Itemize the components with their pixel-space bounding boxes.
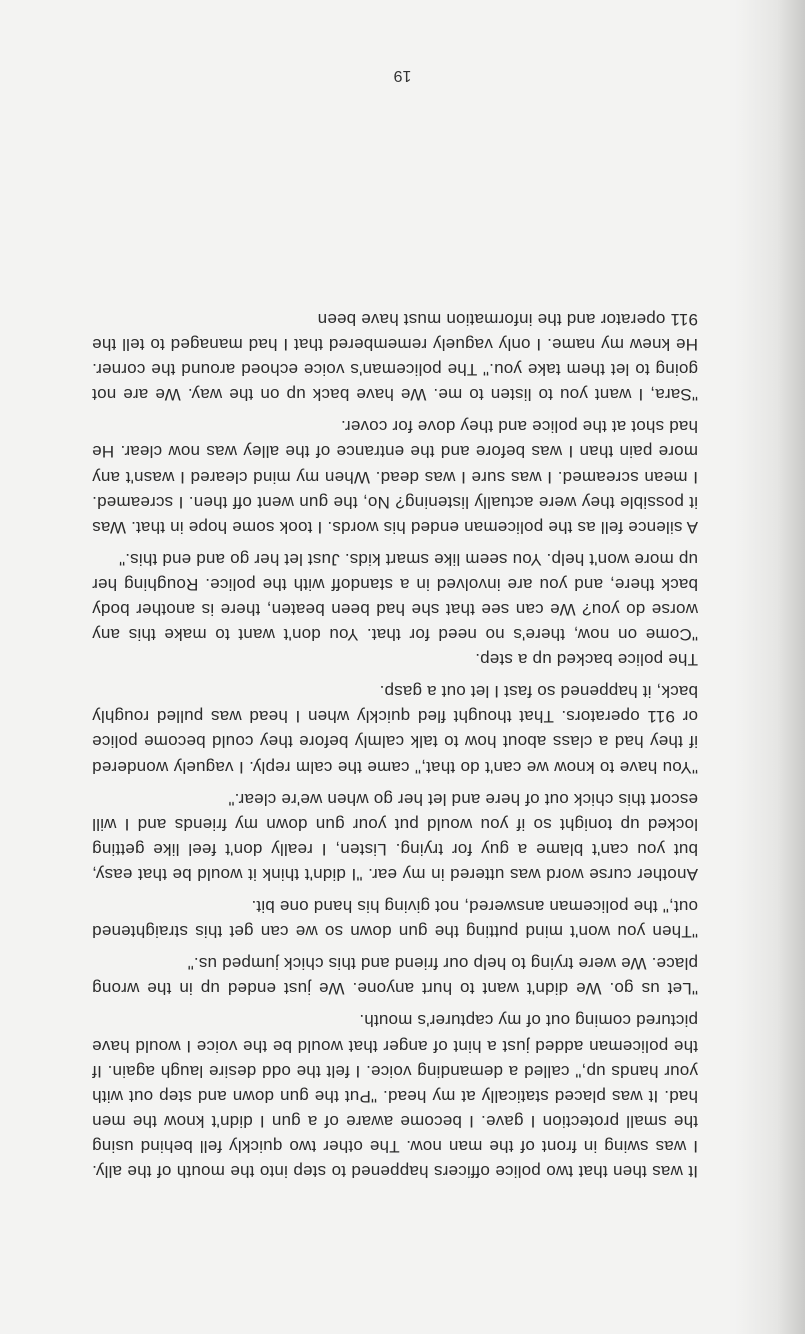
- scan-edge-shadow: [735, 0, 805, 1334]
- paragraph: "You have to know we can't do that," came the calm reply. I vaguely wondered if they had a class about how to talk calmly before they could become police or 911 operators. That thought fled quickly when I head was pulled roughly back, it happened so fast I let out a gasp.: [92, 682, 698, 777]
- paragraph: Another curse word was uttered in my ear. "I didn't think it would be that easy, but you can't blame a guy for trying. Listen, I really don't feel like getting locked up tonight so if you would put your gun down my friends and I will escort this chick out of here and let her go when we're clear.": [92, 789, 698, 884]
- page-body: [92, 300, 698, 1184]
- paragraph: "Then you won't mind putting the gun down so we can get this straightened out," the policeman answered, not giving his hand one bit.: [92, 897, 698, 942]
- paragraph: It was then that two police officers happened to step into the mouth of the ally. I was swing in front of the man now. The other two quickly fell behind using the small protection I gave. I become aware of a gun I didn't know the men had. It was placed statically at my head. "Put the gun down and step out with your hands up," called a demanding voice. I felt the odd desire laugh again. If the policeman added just a hint of anger that would be the voice I would have pictured coming out of my capturer's mouth.: [92, 1011, 698, 1181]
- paragraph: A silence fell as the policeman ended his words. I took some hope in that. Was it possible they were actually listening? No, the gun went off then. I screamed. I mean screamed. I was sure I was dead. When my mind cleared I wasn't any more pain than I was before and the entrance of the alley was now clear. He had shot at the police and they dove for cover.: [92, 417, 698, 537]
- paragraph: "Come on now, there's no need for that. You don't want to make this any worse do you? We can see that she had been beaten, there is another body back there, and you are involved in a standoff with the police. Roughing her up more won't help. You seem like smart kids. Just let her go and end this.": [92, 549, 698, 645]
- paragraph: "Sara, I want you to listen to me. We have back up on the way. We are not going to let them take you." The policeman's voice echoed around the corner. He knew my name. I only vaguely remembered that I had managed to tell the 911 operator and the information must have been: [92, 310, 698, 405]
- paragraph: "Let us go. We didn't want to hurt anyone. We just ended up in the wrong place. We were trying to help our friend and this chick jumped us.": [92, 954, 698, 999]
- paragraph: The police backed up a step.: [475, 650, 698, 670]
- page-number: 19: [393, 67, 412, 84]
